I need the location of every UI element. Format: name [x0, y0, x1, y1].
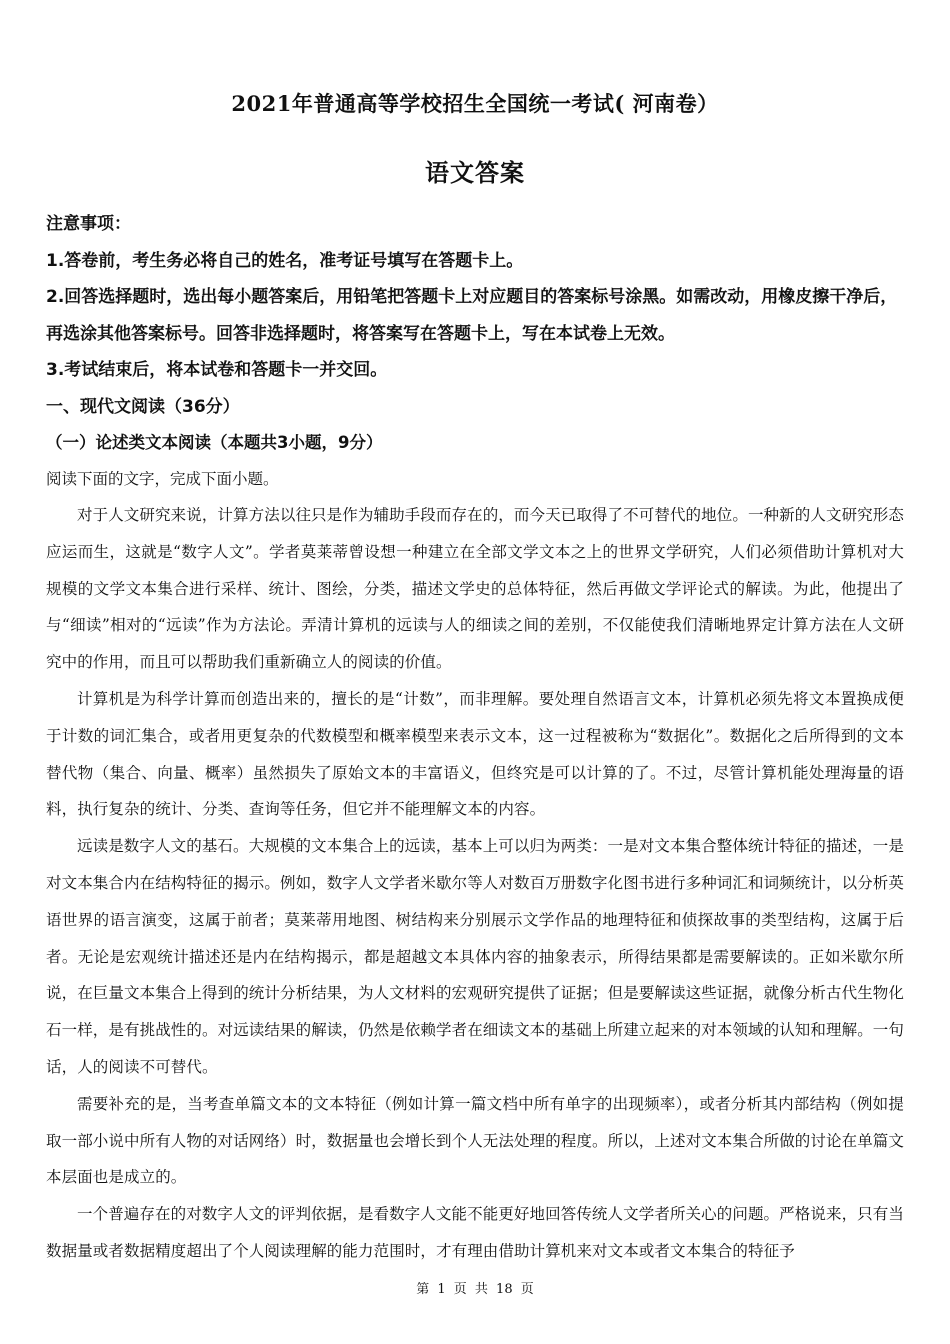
document-subtitle: 语文答案 — [425, 158, 525, 187]
paragraph-2: 计算机是为科学计算而创造出来的，擅长的是“计数”，而非理解。要处理自然语言文本，计算机必须先将文本置换成便于计数的词汇集合，或者用更复杂的代数模型和概率模型来表示文本，这一过程被称为“数据化”。数据化之后所得到的文本替代物（集合、向量、概率）虽然损失了原始文本的丰富语义，但终究是可以计算的了。不过，尽管计算机能处理海量的语料，执行复杂的统计、分类、查询等任务，但它并不能理解文本的内容。 — [46, 689, 904, 819]
document-body — [46, 206, 904, 1270]
notice-heading: 注意事项： — [46, 214, 131, 234]
paragraph-5: 一个普遍存在的对数字人文的评判依据，是看数字人文能不能更好地回答传统人文学者所关心的问题。严格说来，只有当数据量或者数据精度超出了个人阅读理解的能力范围时，才有理由借助计算机来对文本或者文本集合的特征予 — [46, 1205, 904, 1260]
notice-item-1: 1.答卷前，考生务必将自己的姓名，准考证号填写在答题卡上。 — [46, 250, 524, 271]
notice-item-2: 2.回答选择题时，选出每小题答案后，用铅笔把答题卡上对应题目的答案标号涂黑。如需改动，用橡皮擦干净后，再选涂其他答案标号。回答非选择题时，将答案写在答题卡上，写在本试卷上无效。 — [46, 287, 898, 344]
reading-instruction: 阅读下面的文字，完成下面小题。 — [46, 470, 279, 488]
paragraph-3: 远读是数字人文的基石。大规模的文本集合上的远读，基本上可以归为两类：一是对文本集合整体统计特征的描述，一是对文本集合内在结构特征的揭示。例如，数字人文学者米歇尔等人对数百万册数字化图书进行多种词汇和词频统计，以分析英语世界的语言演变，这属于前者；莫莱蒂用地图、树结构来分别展示文学作品的地理特征和侦探故事的类型结构，这属于后者。无论是宏观统计描述还是内在结构揭示，都是超越文本具体内容的抽象表示，所得结果都是需要解读的。正如米歇尔所说，在巨量文本集合上得到的统计分析结果，为人文材料的宏观研究提供了证据；但是要解读这些证据，就像分析古代生物化石一样，是有挑战性的。对远读结果的解读，仍然是依赖学者在细读文本的基础上所建立起来的对本领域的认知和理解。一句话，人的阅读不可替代。 — [46, 837, 905, 1076]
notice-item-3: 3.考试结束后，将本试卷和答题卡一并交回。 — [46, 360, 388, 380]
page-footer: 第 1 页 共 18 页 — [416, 1282, 534, 1297]
subsection-heading: （一）论述类文本阅读（本题共3小题，9分） — [46, 433, 383, 452]
paragraph-1: 对于人文研究来说，计算方法以往只是作为辅助手段而存在的，而今天已取得了不可替代的地位。一种新的人文研究形态应运而生，这就是“数字人文”。学者莫莱蒂曾设想一种建立在全部文学文本之上的世界文学研究，人们必须借助计算机对大规模的文学文本集合进行采样、统计、图绘，分类，描述文学史的总体特征，然后再做文学评论式的解读。为此，他提出了与“细读”相对的“远读”作为方法论。弄清计算机的远读与人的细读之间的差别，不仅能使我们清晰地界定计算方法在人文研究中的作用，而且可以帮助我们重新确立人的阅读的价值。 — [46, 506, 904, 672]
document-title: 2021年普通高等学校招生全国统一考试( 河南卷） — [231, 91, 719, 116]
paragraph-4: 需要补充的是，当考查单篇文本的文本特征（例如计算一篇文档中所有单字的出现频率），或者分析其内部结构（例如提取一部小说中所有人物的对话网络）时，数据量也会增长到个人无法处理的程度。所以，上述对文本集合所做的讨论在单篇文本层面也是成立的。 — [46, 1094, 905, 1187]
section-heading: 一、现代文阅读（36分） — [46, 396, 240, 417]
